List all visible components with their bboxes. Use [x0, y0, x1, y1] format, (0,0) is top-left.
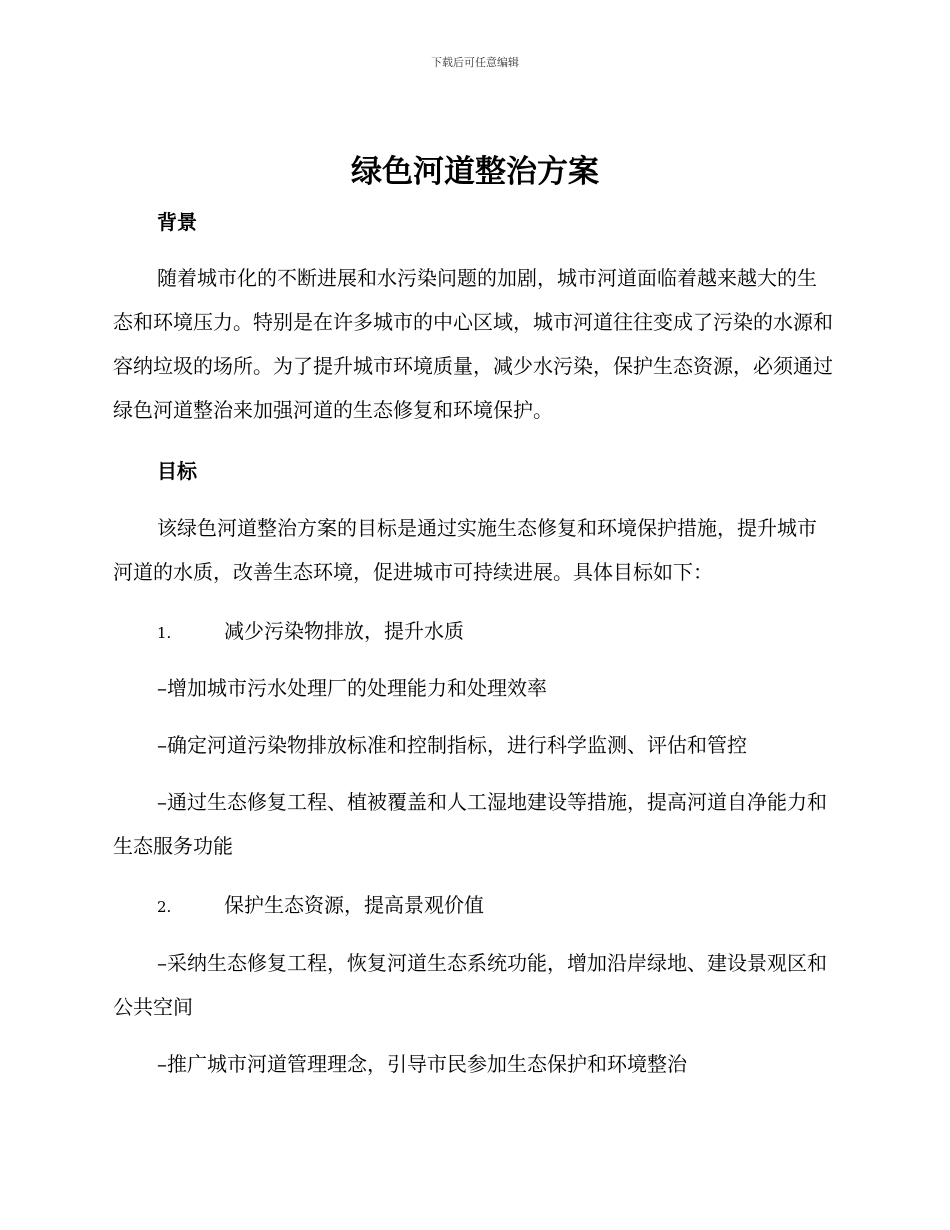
section-heading-goals: 目标 [157, 459, 197, 483]
goal-1-title: 减少污染物排放，提升水质 [224, 619, 464, 643]
dash-mark: – [157, 1052, 167, 1076]
goal-1-item-3 [113, 780, 833, 868]
goal-2-item-2-text: 推广城市河道管理理念，引导市民参加生态保护和环境整治 [167, 1052, 687, 1076]
dash-mark: – [157, 951, 167, 975]
goal-2-heading [157, 890, 484, 922]
goal-1-item-2 [113, 723, 833, 767]
dash-mark: – [157, 790, 167, 814]
goal-1-item-3-text: 通过生态修复工程、植被覆盖和人工湿地建设等措施，提高河道自净能力和生态服务功能 [113, 790, 827, 858]
goal-2-title: 保护生态资源，提高景观价值 [224, 893, 484, 917]
goal-1-number: 1. [157, 624, 172, 642]
goal-1-heading [157, 616, 464, 648]
section-heading-background: 背景 [157, 210, 197, 234]
goal-1-item-1-text: 增加城市污水处理厂的处理能力和处理效率 [167, 676, 547, 700]
goal-2-item-1 [113, 941, 833, 1029]
goal-1-item-2-text: 确定河道污染物排放标准和控制指标，进行科学监测、评估和管控 [167, 733, 747, 757]
goal-1-item-1 [113, 666, 833, 710]
goal-2-number: 2. [157, 898, 172, 916]
background-paragraph: 随着城市化的不断进展和水污染问题的加剧，城市河道面临着越来越大的生态和环境压力。特别是在许多城市的中心区域，城市河道往往变成了污染的水源和容纳垃圾的场所。为了提升城市环境质量，减少水污染，保护生态资源，必须通过绿色河道整治来加强河道的生态修复和环境保护。 [113, 266, 833, 422]
dash-mark: – [157, 676, 167, 700]
header-note: 下载后可任意编辑 [431, 56, 519, 69]
document-title: 绿色河道整治方案 [351, 154, 599, 190]
goal-2-item-1-text: 采纳生态修复工程，恢复河道生态系统功能，增加沿岸绿地、建设景观区和公共空间 [113, 951, 827, 1019]
goals-paragraph: 该绿色河道整治方案的目标是通过实施生态修复和环境保护措施，提升城市河道的水质，改善生态环境，促进城市可持续进展。具体目标如下： [113, 516, 817, 584]
dash-mark: – [157, 733, 167, 757]
goal-2-item-2 [113, 1042, 833, 1086]
